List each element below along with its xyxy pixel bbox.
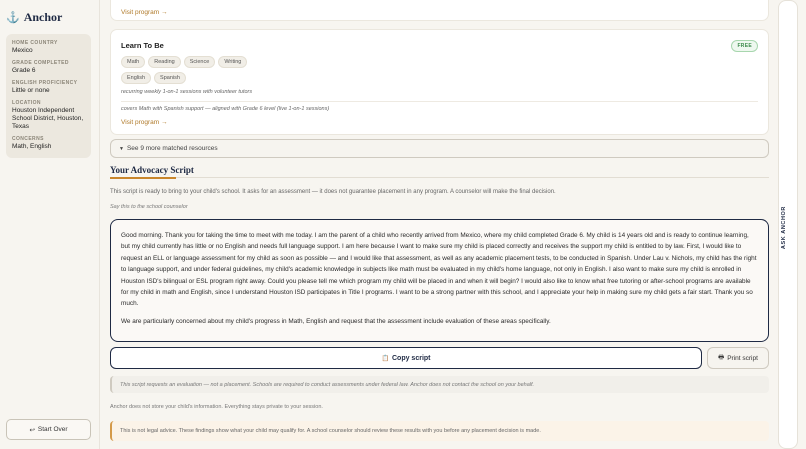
advocacy-intro: This script is ready to bring to your child's school. It asks for an assessment — it does not guarantee placement in any program. A counselor will make the final decision. <box>110 189 556 195</box>
script-paragraph-2: We are particularly concerned about my child's progress in Math, English and request that the assessment include evaluation of these areas specifically. <box>121 317 551 325</box>
copy-script-label: Copy script <box>391 354 431 362</box>
profile-label-concerns: CONCERNS <box>12 136 44 142</box>
tag-writing: Writing <box>218 56 247 68</box>
language-tags <box>121 72 186 84</box>
advocacy-script-title: Your Advocacy Script <box>110 165 194 175</box>
profile-label-home-country: HOME COUNTRY <box>12 40 58 46</box>
start-over-label: Start Over <box>37 426 68 433</box>
card-divider <box>121 101 758 102</box>
tag-reading: Reading <box>148 56 181 68</box>
print-script-label: Print script <box>727 354 758 362</box>
program-card-learn-to-be <box>110 29 769 135</box>
profile-value-concerns: Math, English <box>12 143 52 150</box>
advocacy-script-box[interactable] <box>110 219 769 342</box>
return-icon: ↩ <box>29 426 35 434</box>
program-coverage <box>121 0 338 1</box>
profile-label-english: ENGLISH PROFICIENCY <box>12 80 78 86</box>
subject-tags <box>121 56 247 68</box>
profile-summary <box>6 34 91 158</box>
sidebar <box>0 0 100 449</box>
visit-program-link[interactable]: Visit program → <box>121 119 168 126</box>
program-schedule: recurring weekly 1-on-1 sessions with volunteer tutors <box>121 89 253 95</box>
printer-icon: 🖶 <box>718 353 725 361</box>
ask-anchor-rail[interactable] <box>778 0 798 449</box>
privacy-note: Anchor does not store your child's information. Everything stays private to your session. <box>110 404 323 410</box>
see-more-resources-toggle[interactable] <box>110 139 769 158</box>
program-card-previous <box>110 0 769 21</box>
profile-label-grade: GRADE COMPLETED <box>12 60 69 66</box>
section-divider <box>110 177 769 178</box>
tag-math: Math <box>121 56 145 68</box>
print-script-button[interactable] <box>707 347 769 369</box>
program-coverage: covers Math with Spanish support — aligned with Grade 6 level (live 1-on-1 sessions) <box>121 106 330 112</box>
tag-science: Science <box>184 56 216 68</box>
clipboard-icon: 📋 <box>381 355 389 362</box>
profile-value-home-country: Mexico <box>12 47 33 54</box>
evaluation-note: This script requests an evaluation — not a placement. Schools are required to conduct assessments under federal law. Anchor does not contact the school on your behalf. <box>110 376 769 393</box>
program-title: Learn To Be <box>121 41 164 50</box>
ask-anchor-label[interactable]: ASK ANCHOR <box>781 206 787 250</box>
legal-disclaimer: This is not legal advice. These findings show what your child may qualify for. A school counselor should review these results with you before any placement decision is made. <box>110 421 769 441</box>
title-accent-bar <box>110 177 176 179</box>
profile-value-grade: Grade 6 <box>12 67 36 74</box>
free-badge: FREE <box>731 40 758 52</box>
profile-value-english: Little or none <box>12 87 50 94</box>
see-more-label: See 9 more matched resources <box>126 145 218 152</box>
tag-spanish: Spanish <box>154 72 186 84</box>
brand-name: Anchor <box>23 10 63 24</box>
profile-value-location: Houston Independent School District, Houston, Texas <box>12 107 84 130</box>
tag-english: English <box>121 72 151 84</box>
visit-program-link[interactable]: Visit program → <box>121 9 168 16</box>
main-content <box>110 0 769 449</box>
copy-script-button[interactable] <box>110 347 702 369</box>
brand-logo <box>6 10 62 25</box>
profile-label-location: LOCATION <box>12 100 41 106</box>
triangle-down-icon: ▼ <box>119 145 124 152</box>
say-to-hint: Say this to the school counselor <box>110 204 188 210</box>
anchor-icon: ⚓ <box>6 12 20 24</box>
start-over-button[interactable] <box>6 419 91 440</box>
script-paragraph-1: Good morning. Thank you for taking the time to meet with me today. I am the parent of a child who recently arrived from Mexico, where my child completed Grade 6. My child is 14 years old and is ready to continue learning, but my child currently has little or no English and needs full language support. I am here because I want to make sure my child is placed correctly and receives the support my child is entitled to by law. First, I would like to request an ELL or language assessment for my child as soon as possible — and I would like that assessment, as well as any academic placement tests, to be conducted in Spanish. Under Lau v. Nichols, my child has the right to language support, and under federal guidelines, my child's academic knowledge in subjects like math must be evaluated in my child's home language, not only in English. I also want to make sure my child is enrolled in Houston ISD's bilingual or ESL program right away. Could you please tell me which program my child will be placed in and when it will begin? I would also like to know what free tutoring or after-school programs are available for my child in math and English, since I understand Houston ISD participates in Title I programs. I want to be a strong partner with this school, and I appreciate your help in making sure my child gets a fair start. Thank you so much. <box>121 232 757 308</box>
